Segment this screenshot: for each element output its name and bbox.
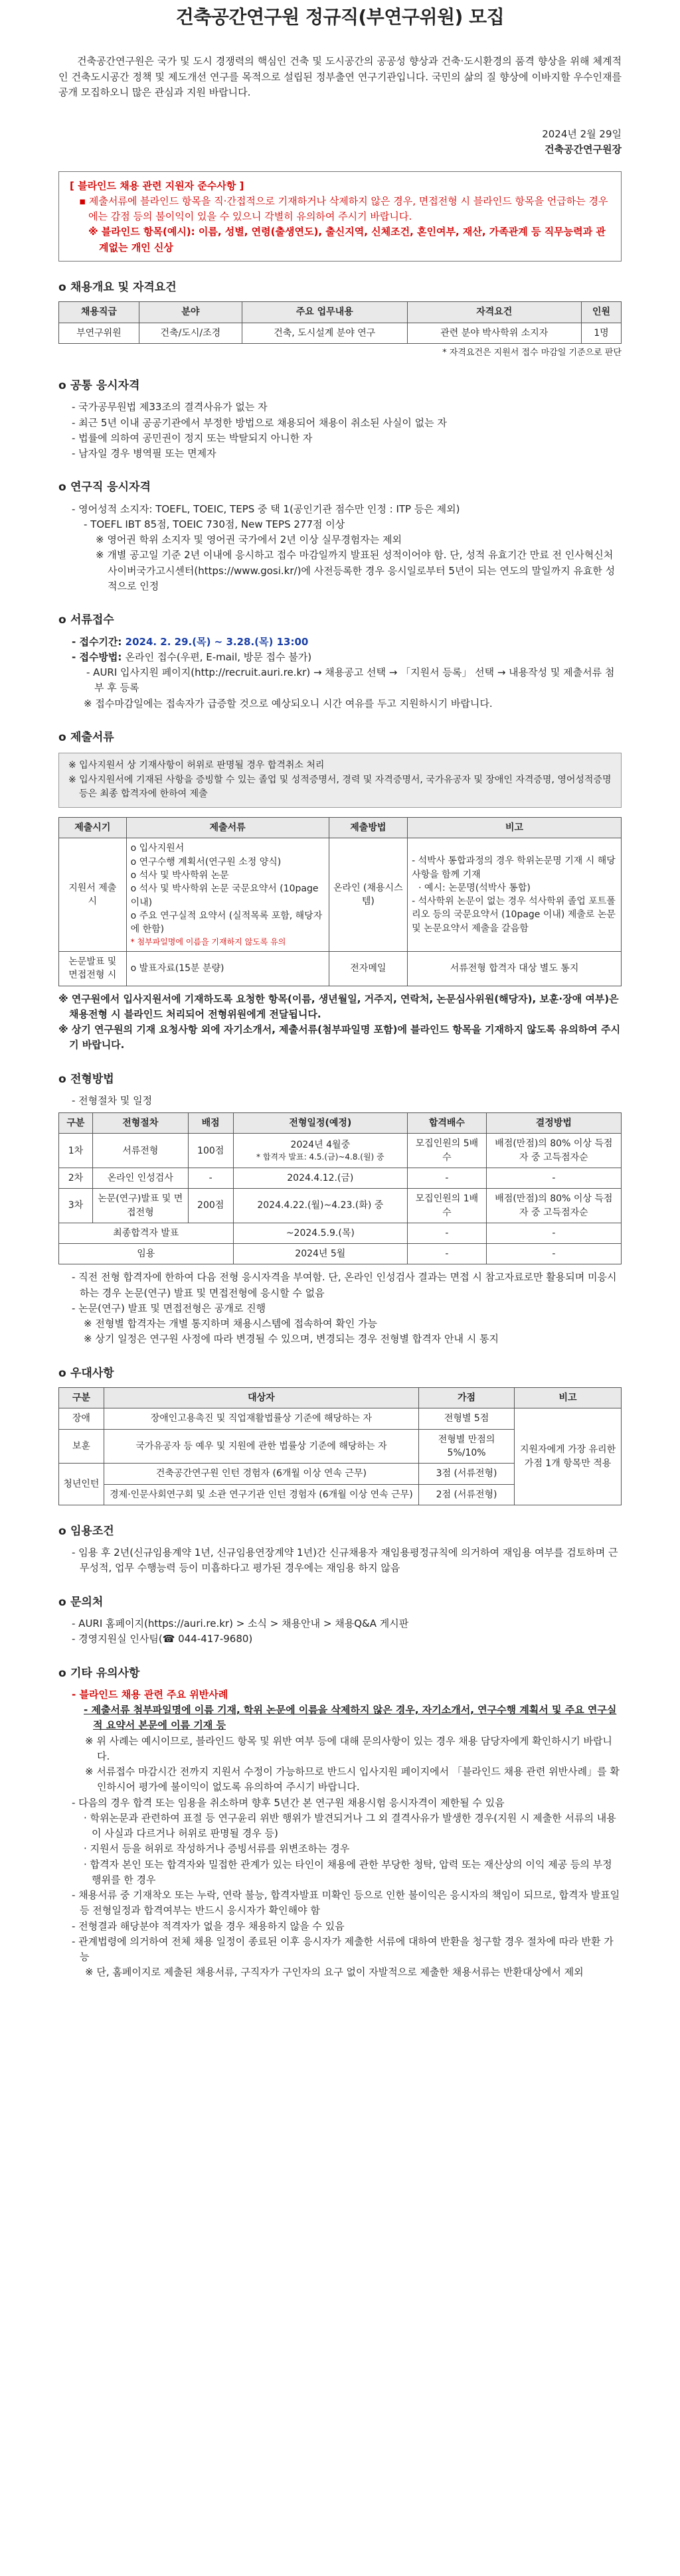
table-header-row xyxy=(59,1113,622,1134)
page-title: 건축공간연구원 정규직(부연구위원) 모집 xyxy=(175,6,505,28)
list-item: ※ 단, 홈페이지로 제출된 채용서류, 구직자가 구인자의 요구 없이 자발적으로 제출한 채용서류는 반환대상에서 제외 xyxy=(85,1966,584,1979)
blind-notice-title: [ 블라인드 채용 관련 지원자 준수사항 ] xyxy=(70,179,244,192)
blind-notice-line: ▪ 제출서류에 블라인드 항목을 직·간접적으로 기재하거나 삭제하지 않은 경우, 면접전형 시 블라인드 항목을 언급하는 경우에는 감점 등의 불이익이 있을 수 있으니 각별히 유의하여 주시기 바랍니다. xyxy=(79,194,608,223)
section-title-others: o 기타 유의사항 xyxy=(58,1666,140,1680)
table-cell: o 발표자료(15분 분량) xyxy=(126,951,329,986)
list-item: ※ 영어권 학위 소지자 및 영어권 국가에서 2년 이상 실무경험자는 제외 xyxy=(96,534,402,546)
table-cell: 지원서 제출 시 xyxy=(59,838,127,951)
selection-table xyxy=(58,1112,622,1264)
table-header: 구분 xyxy=(59,1388,104,1408)
table-row xyxy=(59,951,622,986)
application-method: - 접수방법: 온라인 접수(우편, E-mail, 방문 접수 불가) xyxy=(72,650,312,663)
table-header: 전형절차 xyxy=(92,1113,188,1134)
list-item: - 다음의 경우 합격 또는 임용을 취소하며 향후 5년간 본 연구원 채용시험 응시자격이 제한될 수 있음 xyxy=(72,1796,505,1809)
intro-text: 건축공간연구원은 국가 및 도시 경쟁력의 핵심인 건축 및 도시공간의 공공성 향상과 건축·도시환경의 품격 향상을 위해 체계적인 건축도시공간 정책 및 제도개선 연구를 목적으로 설립된 정부출연 연구기관입니다. 국민의 삶의 질 향상에 이바지할 우수인재를 공개 모집하오니 많은 관심과 지원 바랍니다. xyxy=(58,55,622,98)
table-cell: 임용 xyxy=(59,1244,234,1264)
table-cell: 국가유공자 등 예우 및 지원에 관한 법률상 기준에 해당하는 자 xyxy=(104,1429,418,1464)
table-cell xyxy=(233,1134,408,1168)
table-cell: 3차 xyxy=(59,1189,93,1223)
table-cell: - xyxy=(408,1244,487,1264)
table-row xyxy=(59,1244,622,1264)
list-item: ※ 위 사례는 예시이므로, 블라인드 항목 및 위반 여부 등에 대해 문의사항이 있는 경우 채용 담당자에게 확인하시기 바랍니다. xyxy=(85,1734,612,1762)
table-cell: 200점 xyxy=(188,1189,233,1223)
table-row xyxy=(59,1189,622,1223)
table-header: 가점 xyxy=(419,1388,515,1408)
table-cell: 모집인원의 1배수 xyxy=(408,1189,487,1223)
section-title-preference: o 우대사항 xyxy=(58,1366,114,1380)
table-cell: 서류전형 합격자 대상 별도 통지 xyxy=(408,951,622,986)
table-cell: 경제·인문사회연구회 및 소관 연구기관 인턴 경험자 (6개월 이상 연속 근무) xyxy=(104,1484,418,1505)
list-item: - 법률에 의하여 공민권이 정지 또는 박탈되지 아니한 자 xyxy=(72,431,313,444)
table-header: 제출방법 xyxy=(329,818,408,838)
table-cell: 전형별 만점의 5%/10% xyxy=(419,1429,515,1464)
table-cell: 2024.4.22.(월)~4.23.(화) 중 xyxy=(233,1189,408,1223)
section-title-research: o 연구직 응시자격 xyxy=(58,481,151,494)
list-item: - TOEFL IBT 85점, TOEIC 730점, New TEPS 277점 이상 xyxy=(84,518,345,530)
table-cell: 2024.4.12.(금) xyxy=(233,1168,408,1189)
table-cell: 장애인고용촉진 및 직업재활법률상 기준에 해당하는 자 xyxy=(104,1408,418,1429)
documents-note: ※ 연구원에서 입사지원서에 기재하도록 요청한 항목(이름, 생년월일, 거주지, 연락처, 논문심사위원(해당자), 보훈·장애 여부)은 채용전형 시 블라인드 처리되어 전형위원에게 전달됩니다. xyxy=(58,992,619,1020)
table-header: 분야 xyxy=(139,302,242,323)
table-cell: 2점 (서류전형) xyxy=(419,1484,515,1505)
date-block xyxy=(58,127,622,158)
table-cell: - xyxy=(188,1168,233,1189)
table-cell: - xyxy=(486,1168,621,1189)
list-item: ※ 서류접수 마감시간 전까지 지원서 수정이 가능하므로 반드시 입사지원 페이지에서 「블라인드 채용 관련 위반사례」를 확인하시어 평가에 불이익이 없도록 유의하여 주시기 바랍니다. xyxy=(85,1766,620,1793)
list-item: · 학위논문과 관련하여 표절 등 연구윤리 위반 행위가 발견되거나 그 외 결격사유가 발생한 경우(지원 시 제출한 서류의 내용이 사실과 다르거나 허위로 판명될 경우 등) xyxy=(84,1811,616,1840)
table-cell: 건축공간연구원 인턴 경험자 (6개월 이상 연속 근무) xyxy=(104,1464,418,1484)
table-header: 자격요건 xyxy=(407,302,581,323)
doc-item: o 주요 연구실적 요약서 (실적목록 포함, 해당자에 한함) xyxy=(130,910,323,935)
schedule-text: 2024년 4월중 xyxy=(290,1139,351,1150)
section-title-documents: o 제출서류 xyxy=(58,730,114,744)
section-title-common: o 공통 응시자격 xyxy=(58,378,140,392)
table-cell xyxy=(408,838,622,951)
documents-note: ※ 상기 연구원의 기재 요청사항 외에 자기소개서, 제출서류(첨부파일명 포함)에 블라인드 항목을 기재하지 않도록 유의하여 주시기 바랍니다. xyxy=(58,1023,621,1051)
list-item: - 영어성적 소지자: TOEFL, TOEIC, TEPS 중 택 1(공인기관 점수만 인정 : ITP 등은 제외) xyxy=(72,502,460,515)
doc-item: o 석사 및 박사학위 논문 xyxy=(130,870,229,881)
table-cell: - xyxy=(408,1168,487,1189)
list-item: ※ 전형별 합격자는 개별 통지하며 채용시스템에 접속하여 확인 가능 xyxy=(84,1318,377,1330)
table-cell: 배점(만점)의 80% 이상 득점자 중 고득점자순 xyxy=(486,1134,621,1168)
table-header-row xyxy=(59,818,622,838)
table-cell: 2024년 5월 xyxy=(233,1244,408,1264)
table-header: 결정방법 xyxy=(486,1113,621,1134)
table-header: 제출시기 xyxy=(59,818,127,838)
section-title-contact: o 문의처 xyxy=(58,1595,104,1609)
table-cell: 배점(만점)의 80% 이상 득점자 중 고득점자순 xyxy=(486,1189,621,1223)
table-header: 구분 xyxy=(59,1113,93,1134)
list-item: · 지원서 등을 허위로 작성하거나 증빙서류를 위변조하는 경우 xyxy=(84,1843,350,1855)
table-cell: 보훈 xyxy=(59,1429,104,1464)
table-cell: 장애 xyxy=(59,1408,104,1429)
table-header: 채용직급 xyxy=(59,302,139,323)
table-cell: 온라인 인성검사 xyxy=(92,1168,188,1189)
table-cell: - xyxy=(486,1244,621,1264)
application-period: - 접수기간: 2024. 2. 29.(목) ~ 3.28.(목) 13:00 xyxy=(72,635,309,648)
appointment-text: - 임용 후 2년(신규임용계약 1년, 신규임용연장계약 1년)간 신규채용자 재임용평정규칙에 의거하여 재임용 여부를 검토하며 근무성적, 업무 수행능력 등이 미흡하다고 평가된 경우에는 재임용 하지 않음 xyxy=(72,1547,618,1574)
violation-title: - 블라인드 채용 관련 주요 위반사례 xyxy=(72,1688,228,1701)
table-header: 인원 xyxy=(581,302,621,323)
list-item: ※ 접수마감일에는 접속자가 급증할 것으로 예상되오니 시간 여유를 두고 지원하시기 바랍니다. xyxy=(84,697,493,710)
preference-table xyxy=(58,1387,622,1505)
blind-notice-box xyxy=(58,171,622,262)
table-cell: 3점 (서류전형) xyxy=(419,1464,515,1484)
table-cell: 2차 xyxy=(59,1168,93,1189)
table-cell: 지원자에게 가장 유리한 가점 1개 항목만 적용 xyxy=(515,1408,622,1505)
table-cell xyxy=(126,838,329,951)
list-item: - 직전 전형 합격자에 한하여 다음 전형 응시자격을 부여함. 단, 온라인 인성검사 결과는 면접 시 참고자료로만 활용되며 미응시하는 경우 논문(연구) 발표 및 면접전형에 응시할 수 없음 xyxy=(72,1271,617,1299)
table-cell: 전형별 5점 xyxy=(419,1408,515,1429)
table-cell: 청년인턴 xyxy=(59,1464,104,1505)
documents-table xyxy=(58,817,622,986)
table-header: 합격배수 xyxy=(408,1113,487,1134)
table-cell: 부연구위원 xyxy=(59,323,139,343)
list-item: - AURI 입사지원 페이지(http://recruit.auri.re.kr) → 채용공고 선택 → 「지원서 등록」 선택 → 내용작성 및 제출서류 첨부 후 등록 xyxy=(86,666,615,694)
table-header: 제출서류 xyxy=(126,818,329,838)
remark-item: - 석사학위 논문이 없는 경우 석사학위 졸업 포트폴리오 등의 국문요약서 (10page 이내) 제출로 논문 및 논문요약서 제출을 갈음함 xyxy=(412,896,616,934)
list-item: - 전형결과 해당분야 적격자가 없을 경우 채용하지 않을 수 있음 xyxy=(72,1920,345,1932)
documents-notice-box xyxy=(58,753,622,808)
table-row xyxy=(59,1168,622,1189)
blind-notice-example: ※ 블라인드 항목(예시): 이름, 성별, 연령(출생연도), 출신지역, 신체조건, 혼인여부, 재산, 가족관계 등 직무능력과 관계없는 개인 신상 xyxy=(88,226,606,254)
table-header: 배점 xyxy=(188,1113,233,1134)
notice-date: 2024년 2월 29일 xyxy=(542,128,622,141)
list-item: - 관계법령에 의거하여 전체 채용 일정이 종료된 이후 응시자가 제출한 서류에 대하여 반환을 청구할 경우 절차에 따라 반환 가능 xyxy=(72,1935,614,1963)
table-cell: 건축/도시/조경 xyxy=(139,323,242,343)
schedule-note: * 합격자 발표: 4.5.(금)~4.8.(월) 중 xyxy=(256,1152,384,1162)
table-header: 비고 xyxy=(515,1388,622,1408)
contact-phone: - 경영지원실 인사팀(☎ 044-417-9680) xyxy=(72,1633,253,1645)
doc-item: o 입사지원서 xyxy=(130,843,185,854)
list-item: - 채용서류 중 기재착오 또는 누락, 연락 불능, 합격자발표 미확인 등으로 인한 불이익은 응시자의 책임이 되므로, 합격자 발표일 등 전형일정과 합격여부는 반드시 응시자가 확인해야 함 xyxy=(72,1889,620,1917)
overview-note: * 자격요건은 지원서 접수 마감일 기준으로 판단 xyxy=(442,347,622,358)
table-row xyxy=(59,838,622,951)
table-cell: - xyxy=(408,1223,487,1243)
list-item: ※ 입사지원서 상 기재사항이 허위로 판명될 경우 합격취소 처리 xyxy=(68,760,325,771)
table-cell: - xyxy=(486,1223,621,1243)
list-item: - 최근 5년 이내 공공기관에서 부정한 방법으로 채용되어 채용이 취소된 사실이 없는 자 xyxy=(72,416,447,429)
table-header: 전형일정(예정) xyxy=(233,1113,408,1134)
table-cell: ~2024.5.9.(목) xyxy=(233,1223,408,1243)
table-header: 주요 업무내용 xyxy=(242,302,407,323)
section-title-overview: o 채용개요 및 자격요건 xyxy=(58,280,177,294)
table-row xyxy=(59,1223,622,1243)
section-title-application: o 서류접수 xyxy=(58,613,114,627)
list-item: ※ 입사지원서에 기재된 사항을 증빙할 수 있는 졸업 및 성적증명서, 경력 및 자격증명서, 국가유공자 및 장애인 자격증명, 영어성적증명 등은 최종 합격자에 한하여 제출 xyxy=(68,774,612,800)
table-cell: 1차 xyxy=(59,1134,93,1168)
table-cell: 최종합격자 발표 xyxy=(59,1223,234,1243)
table-row xyxy=(59,323,622,343)
remark-item: · 예시: 논문명(석박사 통합) xyxy=(418,882,531,893)
table-cell: 전자메일 xyxy=(329,951,408,986)
table-cell: 논문발표 및 면접전형 시 xyxy=(59,951,127,986)
list-item: ※ 상기 일정은 연구원 사정에 따라 변경될 수 있으며, 변경되는 경우 전형별 합격자 안내 시 통지 xyxy=(84,1333,499,1345)
table-row xyxy=(59,1408,622,1429)
list-item: - 국가공무원법 제33조의 결격사유가 없는 자 xyxy=(72,401,268,414)
table-cell: 100점 xyxy=(188,1134,233,1168)
contact-homepage: - AURI 홈페이지(https://auri.re.kr) > 소식 > 채용안내 > 채용Q&A 게시판 xyxy=(72,1618,409,1630)
table-cell: 관련 분야 박사학위 소지자 xyxy=(407,323,581,343)
doc-note: * 첨부파일명에 이름을 기재하지 않도록 유의 xyxy=(130,937,286,947)
table-header-row xyxy=(59,302,622,323)
section-title-selection: o 전형방법 xyxy=(58,1072,114,1086)
table-cell: 온라인 (채용시스템) xyxy=(329,838,408,951)
table-cell: 모집인원의 5배수 xyxy=(408,1134,487,1168)
list-item: ※ 개별 공고일 기준 2년 이내에 응시하고 접수 마감일까지 발표된 성적이어야 함. 단, 성적 유효기간 만료 전 인사혁신처 사이버국가고시센터(https://www.gosi.kr/)에 사전등록한 경우 응시일로부터 5년이 되는 연도의 말일까지 유효한 성적으로 인정 xyxy=(96,549,616,592)
table-cell: 서류전형 xyxy=(92,1134,188,1168)
table-cell: 1명 xyxy=(581,323,621,343)
doc-item: o 석사 및 박사학위 논문 국문요약서 (10page 이내) xyxy=(130,883,319,908)
table-header: 비고 xyxy=(408,818,622,838)
issuer: 건축공간연구원장 xyxy=(545,143,622,156)
doc-item: o 연구수행 계획서(연구원 소정 양식) xyxy=(130,856,282,868)
table-cell: 건축, 도시설계 분야 연구 xyxy=(242,323,407,343)
table-cell: 논문(연구)발표 및 면접전형 xyxy=(92,1189,188,1223)
list-item: · 합격자 본인 또는 합격자와 밀접한 관계가 있는 타인이 채용에 관한 부당한 청탁, 압력 또는 재산상의 이익 제공 등의 부정행위를 한 경우 xyxy=(84,1858,612,1886)
table-row xyxy=(59,1134,622,1168)
list-item: - 남자일 경우 병역필 또는 면제자 xyxy=(72,447,216,460)
overview-table xyxy=(58,301,622,344)
table-header: 대상자 xyxy=(104,1388,418,1408)
list-item: - 논문(연구) 발표 및 면접전형은 공개로 진행 xyxy=(72,1302,266,1314)
remark-item: - 석박사 통합과정의 경우 학위논문명 기재 시 해당사항을 함께 기재 xyxy=(412,856,616,880)
violation-examples: - 제출서류 첨부파일명에 이름 기재, 학위 논문에 이름을 삭제하지 않은 경우, 자기소개서, 연구수행 계획서 및 주요 연구실적 요약서 본문에 이름 기재 등 xyxy=(84,1704,617,1732)
selection-subtitle: - 전형절차 및 일정 xyxy=(72,1094,153,1106)
table-header-row xyxy=(59,1388,622,1408)
section-title-appointment: o 임용조건 xyxy=(58,1524,114,1538)
